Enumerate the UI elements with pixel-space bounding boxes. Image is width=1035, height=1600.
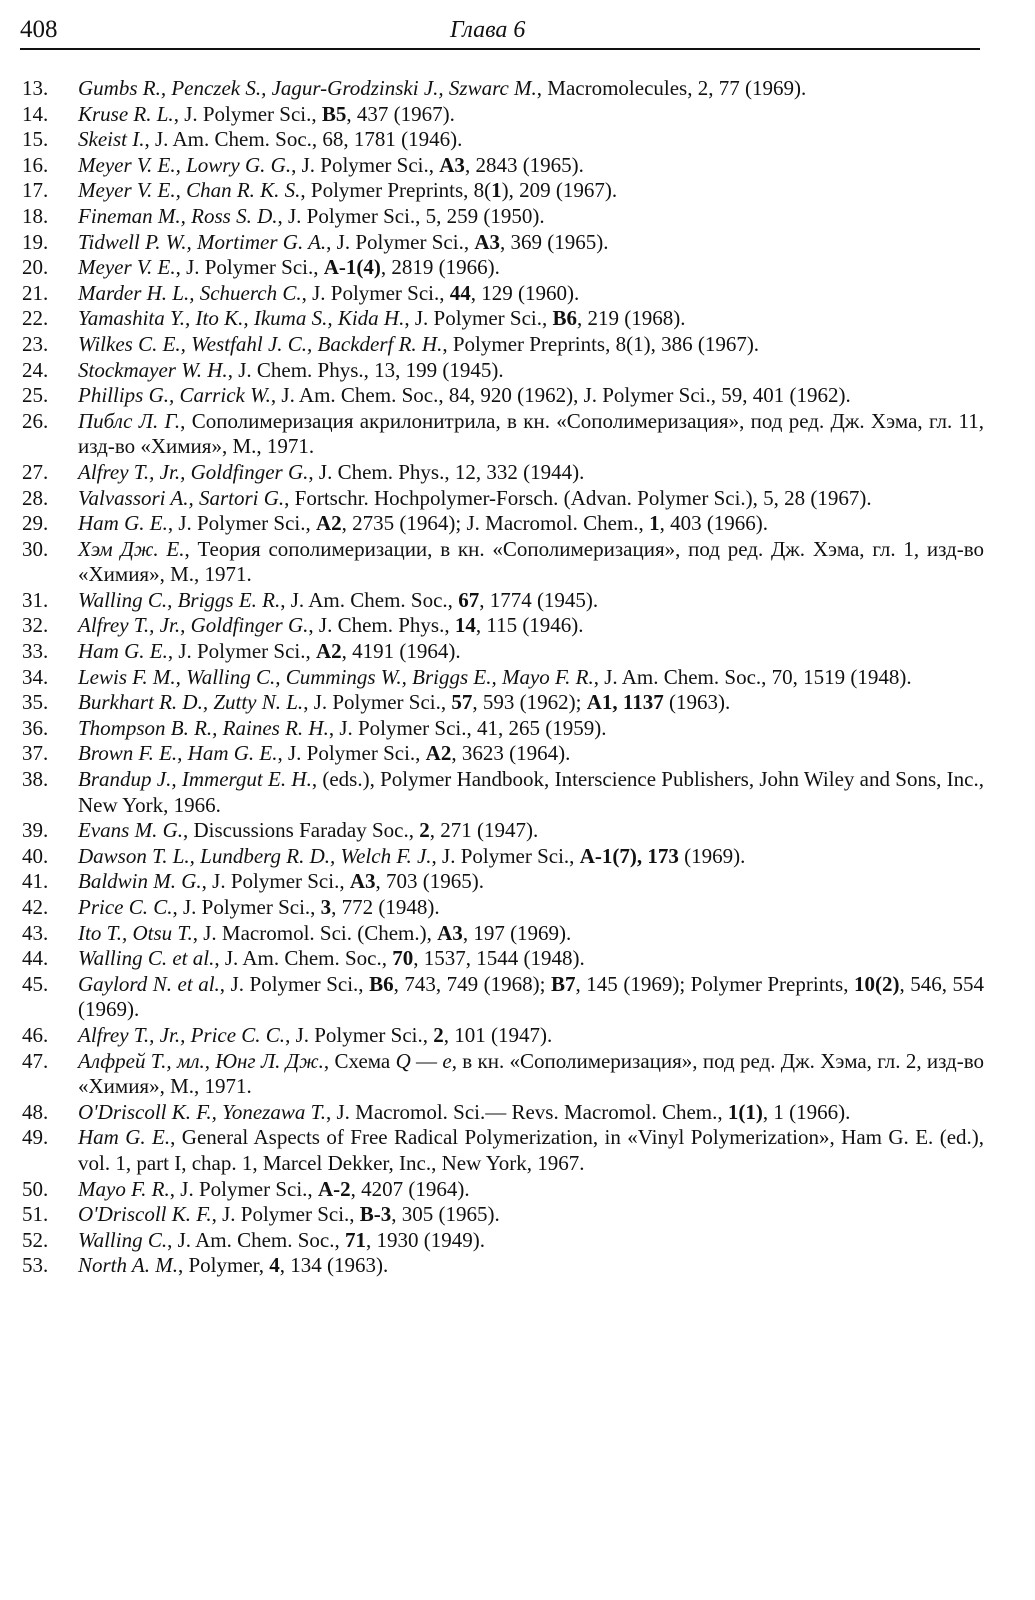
reference-number: 16. — [22, 152, 49, 177]
reference-text: , 134 (1963). — [279, 1253, 389, 1278]
reference-item — [22, 486, 984, 512]
reference-item — [22, 716, 984, 742]
reference-volume: A1, 1137 — [586, 690, 664, 715]
reference-item — [22, 127, 984, 153]
reference-authors: Burkhart R. D., Zutty N. L. — [78, 690, 304, 715]
reference-number: 27. — [22, 459, 49, 484]
reference-item — [22, 332, 984, 358]
reference-number: 39. — [22, 818, 49, 843]
reference-volume: 1 — [649, 511, 660, 536]
header-rule — [20, 48, 980, 50]
reference-volume: 57 — [451, 690, 473, 715]
reference-authors: Walling C. — [78, 1227, 168, 1252]
reference-number: 36. — [22, 715, 49, 740]
reference-authors: Dawson T. L., Lundberg R. D., Welch F. J. — [78, 843, 432, 868]
reference-volume: A-1(7), 173 — [579, 843, 679, 868]
chapter-title: Глава 6 — [450, 17, 526, 43]
reference-number: 52. — [22, 1227, 49, 1252]
reference-item — [22, 1125, 984, 1176]
reference-number: 38. — [22, 767, 49, 792]
reference-text: , Fortschr. Hochpolymer-Forsch. (Advan. Polymer Sci.), 5, 28 (1967). — [284, 485, 872, 510]
reference-item — [22, 511, 984, 537]
reference-item — [22, 972, 984, 1023]
reference-authors: Meyer V. E., Lowry G. G. — [78, 152, 292, 177]
reference-text: (1969). — [678, 843, 746, 868]
reference-authors: Ham G. E. — [78, 639, 168, 664]
reference-text: , J. Chem. Phys., 13, 199 (1945). — [227, 357, 504, 382]
reference-text: , 3623 (1964). — [451, 741, 571, 766]
reference-volume: 4 — [269, 1253, 280, 1278]
reference-text: , J. Am. Chem. Soc., — [167, 1227, 346, 1252]
reference-number: 28. — [22, 485, 49, 510]
reference-authors: Mayo F. R. — [78, 1176, 170, 1201]
reference-text: — — [410, 1048, 443, 1073]
reference-text: , J. Macromol. Sci.— Revs. Macromol. Chem., — [326, 1099, 728, 1124]
reference-item — [22, 358, 984, 384]
reference-text: , J. Am. Chem. Soc., 68, 1781 (1946). — [144, 127, 463, 152]
reference-authors: Meyer V. E., Chan R. K. S. — [78, 178, 301, 203]
reference-item — [22, 306, 984, 332]
reference-number: 45. — [22, 971, 49, 996]
reference-text: , 1 (1966). — [762, 1099, 851, 1124]
reference-number: 49. — [22, 1125, 49, 1150]
reference-item — [22, 1023, 984, 1049]
reference-text: , 437 (1967). — [346, 101, 455, 126]
reference-number: 13. — [22, 76, 49, 100]
reference-volume: B5 — [321, 101, 347, 126]
reference-number: 14. — [22, 101, 49, 126]
reference-authors: Fineman M., Ross S. D. — [78, 203, 278, 228]
reference-item — [22, 741, 984, 767]
reference-text: , J. Polymer Sci., — [173, 101, 322, 126]
reference-number: 24. — [22, 357, 49, 382]
reference-number: 19. — [22, 229, 49, 254]
reference-item — [22, 230, 984, 256]
reference-item — [22, 844, 984, 870]
reference-text: , J. Am. Chem. Soc., — [280, 587, 459, 612]
reference-number: 33. — [22, 639, 49, 664]
reference-text: , Discussions Faraday Soc., — [182, 818, 420, 843]
reference-number: 17. — [22, 178, 49, 203]
reference-authors: Walling C. et al. — [78, 946, 215, 971]
reference-number: 32. — [22, 613, 49, 638]
reference-number: 18. — [22, 203, 49, 228]
reference-volume: 14 — [454, 613, 476, 638]
reference-authors: Meyer V. E. — [78, 255, 176, 280]
reference-authors: Skeist I. — [78, 127, 145, 152]
reference-authors: O'Driscoll K. F. — [78, 1202, 212, 1227]
reference-authors: Phillips G., Carrick W. — [78, 383, 271, 408]
reference-text: , J. Polymer Sci., — [175, 255, 324, 280]
reference-volume: B7 — [551, 971, 576, 996]
reference-item — [22, 1228, 984, 1254]
reference-number: 48. — [22, 1099, 49, 1124]
reference-item — [22, 1253, 984, 1279]
reference-text: , 1537, 1544 (1948). — [413, 946, 585, 971]
reference-text: , 1774 (1945). — [479, 587, 599, 612]
reference-text: , J. Polymer Sci., 5, 259 (1950). — [277, 203, 545, 228]
reference-number: 25. — [22, 383, 49, 408]
reference-text: , J. Polymer Sci., — [303, 690, 452, 715]
reference-volume: A3 — [439, 152, 465, 177]
reference-authors: Ham G. E. — [78, 1125, 171, 1150]
reference-volume: 2 — [419, 818, 430, 843]
reference-text: , Polymer, — [177, 1253, 270, 1278]
reference-text: (1963). — [663, 690, 731, 715]
reference-text: , 197 (1969). — [462, 920, 572, 945]
reference-number: 15. — [22, 127, 49, 152]
reference-list — [22, 76, 984, 1279]
reference-authors: Ito T., Otsu T. — [78, 920, 193, 945]
reference-text: , J. Polymer Sci., — [169, 1176, 318, 1201]
reference-text: , в кн. «Сополимеризация», под ред. Дж. Хэма, гл. 2, изд-во «Химия», М., 1971. — [78, 1048, 984, 1099]
reference-volume: B-3 — [359, 1202, 392, 1227]
reference-number: 42. — [22, 895, 49, 919]
reference-number: 44. — [22, 946, 49, 971]
reference-text: , Теория сополимеризации, в кн. «Сополимеризация», под ред. Дж. Хэма, гл. 1, изд-во «Химия», М., 1971. — [78, 536, 984, 587]
reference-text: , J. Chem. Phys., 12, 332 (1944). — [308, 459, 585, 484]
reference-text: , J. Am. Chem. Soc., 70, 1519 (1948). — [593, 664, 912, 689]
reference-authors: Хэм Дж. Е. — [78, 536, 185, 561]
reference-number: 20. — [22, 255, 49, 280]
reference-authors: Ham G. E. — [78, 511, 168, 536]
reference-authors: Thompson B. R., Raines R. H. — [78, 715, 329, 740]
reference-item — [22, 1177, 984, 1203]
reference-text: , 1930 (1949). — [366, 1227, 486, 1252]
reference-item — [22, 946, 984, 972]
reference-authors: Alfrey T., Jr., Goldfinger G. — [78, 459, 309, 484]
reference-authors: Gaylord N. et al. — [78, 971, 220, 996]
reference-number: 37. — [22, 741, 49, 766]
reference-item — [22, 665, 984, 691]
reference-text: , 129 (1960). — [470, 280, 580, 305]
reference-text: , Macromolecules, 2, 77 (1969). — [536, 76, 807, 100]
reference-text: , 2819 (1966). — [380, 255, 500, 280]
reference-authors: Evans M. G. — [78, 818, 183, 843]
page-header — [20, 14, 980, 54]
reference-authors: Brown F. E., Ham G. E. — [78, 741, 278, 766]
reference-text: , J. Polymer Sci., — [277, 741, 426, 766]
reference-volume: A2 — [425, 741, 452, 766]
reference-item — [22, 178, 984, 204]
reference-number: 22. — [22, 306, 49, 331]
reference-number: 51. — [22, 1202, 49, 1227]
reference-volume: 70 — [392, 946, 414, 971]
reference-text: , 743, 749 (1968); — [393, 971, 552, 996]
reference-number: 40. — [22, 843, 49, 868]
reference-authors: Valvassori A., Sartori G. — [78, 485, 285, 510]
reference-text: , J. Chem. Phys., — [308, 613, 455, 638]
reference-authors: Q — [395, 1048, 411, 1073]
reference-text: , J. Polymer Sci., — [211, 1202, 360, 1227]
reference-number: 50. — [22, 1176, 49, 1201]
reference-text: , General Aspects of Free Radical Polymerization, in «Vinyl Polymerization», Ham G. E. (ed.), vol. 1, part I, chap. 1, Marcel Dekker, Inc., New York, 1967. — [78, 1125, 985, 1175]
reference-item — [22, 639, 984, 665]
reference-volume: A3 — [349, 869, 376, 894]
reference-text: , 101 (1947). — [443, 1022, 553, 1047]
reference-text: , J. Polymer Sci., — [285, 1022, 434, 1047]
reference-text: , Polymer Preprints, 8( — [300, 178, 492, 203]
reference-number: 21. — [22, 280, 49, 305]
reference-text: , J. Polymer Sci., 41, 265 (1959). — [328, 715, 607, 740]
reference-item — [22, 1202, 984, 1228]
reference-text: , 2735 (1964); J. Macromol. Chem., — [341, 511, 650, 536]
reference-text: , 593 (1962); — [472, 690, 587, 715]
reference-volume: A2 — [316, 639, 342, 664]
reference-authors: Marder H. L., Schuerch C. — [78, 280, 302, 305]
reference-text: , J. Polymer Sci., — [219, 971, 370, 996]
reference-item — [22, 1049, 984, 1100]
reference-text: , Схема — [323, 1048, 396, 1073]
reference-number: 47. — [22, 1048, 49, 1073]
reference-number: 26. — [22, 408, 49, 433]
reference-authors: Baldwin M. G. — [78, 869, 202, 894]
reference-item — [22, 409, 984, 460]
reference-number: 43. — [22, 920, 49, 945]
page-number: 408 — [20, 16, 58, 43]
reference-text: , J. Polymer Sci., — [431, 843, 580, 868]
reference-text: , 4191 (1964). — [341, 639, 461, 664]
reference-number: 53. — [22, 1253, 49, 1278]
reference-item — [22, 690, 984, 716]
reference-text: , 403 (1966). — [659, 511, 769, 536]
reference-item — [22, 281, 984, 307]
reference-text: , J. Polymer Sci., — [326, 229, 475, 254]
reference-text: , 369 (1965). — [500, 229, 609, 254]
reference-item — [22, 767, 984, 818]
reference-text: , 2843 (1965). — [464, 152, 584, 177]
reference-item — [22, 76, 984, 102]
reference-text: , 772 (1948). — [331, 895, 440, 919]
reference-authors: Alfrey T., Jr., Price C. C. — [78, 1022, 286, 1047]
reference-authors: Gumbs R., Penczek S., Jagur-Grodzinski J., Szwarc M. — [78, 76, 537, 100]
reference-text: , 4207 (1964). — [350, 1176, 470, 1201]
reference-authors: Alfrey T., Jr., Goldfinger G. — [78, 613, 309, 638]
reference-text: , 305 (1965). — [391, 1202, 500, 1227]
reference-number: 31. — [22, 587, 49, 612]
reference-volume: B6 — [369, 971, 394, 996]
reference-item — [22, 895, 984, 921]
reference-text: , (eds.), Polymer Handbook, Interscience Publishers, John Wiley and Sons, Inc., New York, 1966. — [78, 767, 984, 817]
reference-volume: 3 — [320, 895, 332, 919]
reference-authors: Price C. C. — [78, 895, 173, 919]
reference-authors: Walling C., Briggs E. R. — [78, 587, 281, 612]
reference-volume: 44 — [449, 280, 471, 305]
reference-text: , 271 (1947). — [429, 818, 539, 843]
reference-authors: Stockmayer W. H. — [78, 357, 228, 382]
reference-number: 23. — [22, 331, 49, 356]
reference-text: , 115 (1946). — [475, 613, 584, 638]
reference-text: , J. Polymer Sci., — [291, 152, 440, 177]
reference-item — [22, 613, 984, 639]
reference-item — [22, 460, 984, 486]
reference-authors: Lewis F. M., Walling C., Cummings W., Briggs E., Mayo F. R. — [78, 664, 594, 689]
reference-authors: Brandup J., Immergut E. H. — [78, 767, 312, 792]
reference-text: , 546, 554 (1969). — [78, 971, 985, 1022]
reference-item — [22, 869, 984, 895]
reference-text: , J. Polymer Sci., — [167, 511, 316, 536]
reference-number: 35. — [22, 690, 49, 715]
reference-number: 34. — [22, 664, 49, 689]
reference-item — [22, 255, 984, 281]
reference-item — [22, 537, 984, 588]
reference-text: , 703 (1965). — [375, 869, 485, 894]
reference-text: , J. Polymer Sci., — [167, 639, 316, 664]
reference-text: , J. Am. Chem. Soc., 84, 920 (1962), J. Polymer Sci., 59, 401 (1962). — [270, 383, 851, 408]
reference-volume: 2 — [433, 1022, 444, 1047]
reference-number: 29. — [22, 511, 49, 536]
reference-text: , J. Polymer Sci., — [404, 306, 553, 331]
reference-authors: Tidwell P. W., Mortimer G. A. — [78, 229, 327, 254]
reference-authors: North A. M. — [78, 1253, 178, 1278]
reference-text: , J. Polymer Sci., — [201, 869, 350, 894]
reference-volume: 67 — [458, 587, 480, 612]
reference-authors: Пиблс Л. Г. — [78, 408, 181, 433]
reference-authors: Алфрей Т., мл., Юнг Л. Дж. — [78, 1048, 324, 1073]
reference-volume: A-2 — [317, 1176, 351, 1201]
reference-authors: Wilkes C. E., Westfahl J. C., Backderf R. H. — [78, 331, 443, 356]
reference-number: 30. — [22, 536, 49, 561]
reference-text: , J. Polymer Sci., — [301, 280, 450, 305]
reference-authors: e — [442, 1048, 452, 1073]
reference-text: , J. Macromol. Sci. (Chem.), — [192, 920, 438, 945]
reference-item — [22, 383, 984, 409]
reference-number: 41. — [22, 869, 49, 894]
reference-volume: 71 — [345, 1227, 367, 1252]
reference-volume: A-1(4) — [323, 255, 381, 280]
reference-text: , Сополимеризация акрилонитрила, в кн. «Сополимеризация», под ред. Дж. Хэма, гл. 11, изд-во «Химия», М., 1971. — [78, 408, 984, 459]
reference-number: 46. — [22, 1022, 49, 1047]
reference-authors: O'Driscoll K. F., Yonezawa T. — [78, 1099, 326, 1124]
reference-item — [22, 818, 984, 844]
reference-text: , 145 (1969); Polymer Preprints, — [575, 971, 854, 996]
reference-volume: 10(2) — [853, 971, 900, 996]
reference-text: , J. Polymer Sci., — [172, 895, 321, 919]
reference-text: , 219 (1968). — [577, 306, 686, 331]
reference-item — [22, 102, 984, 128]
reference-item — [22, 204, 984, 230]
reference-authors: Kruse R. L. — [78, 101, 174, 126]
reference-text: , Polymer Preprints, 8(1), 386 (1967). — [442, 331, 760, 356]
reference-item — [22, 153, 984, 179]
reference-volume: B6 — [552, 306, 578, 331]
reference-volume: A3 — [437, 920, 463, 945]
reference-volume: 1(1) — [727, 1099, 763, 1124]
reference-text: , J. Am. Chem. Soc., — [214, 946, 393, 971]
reference-volume: 1 — [491, 178, 502, 203]
reference-item — [22, 1100, 984, 1126]
reference-volume: A2 — [316, 511, 342, 536]
reference-item — [22, 921, 984, 947]
reference-volume: A3 — [474, 229, 500, 254]
reference-authors: Yamashita Y., Ito K., Ikuma S., Kida H. — [78, 306, 405, 331]
reference-item — [22, 588, 984, 614]
reference-text: ), 209 (1967). — [501, 178, 618, 203]
